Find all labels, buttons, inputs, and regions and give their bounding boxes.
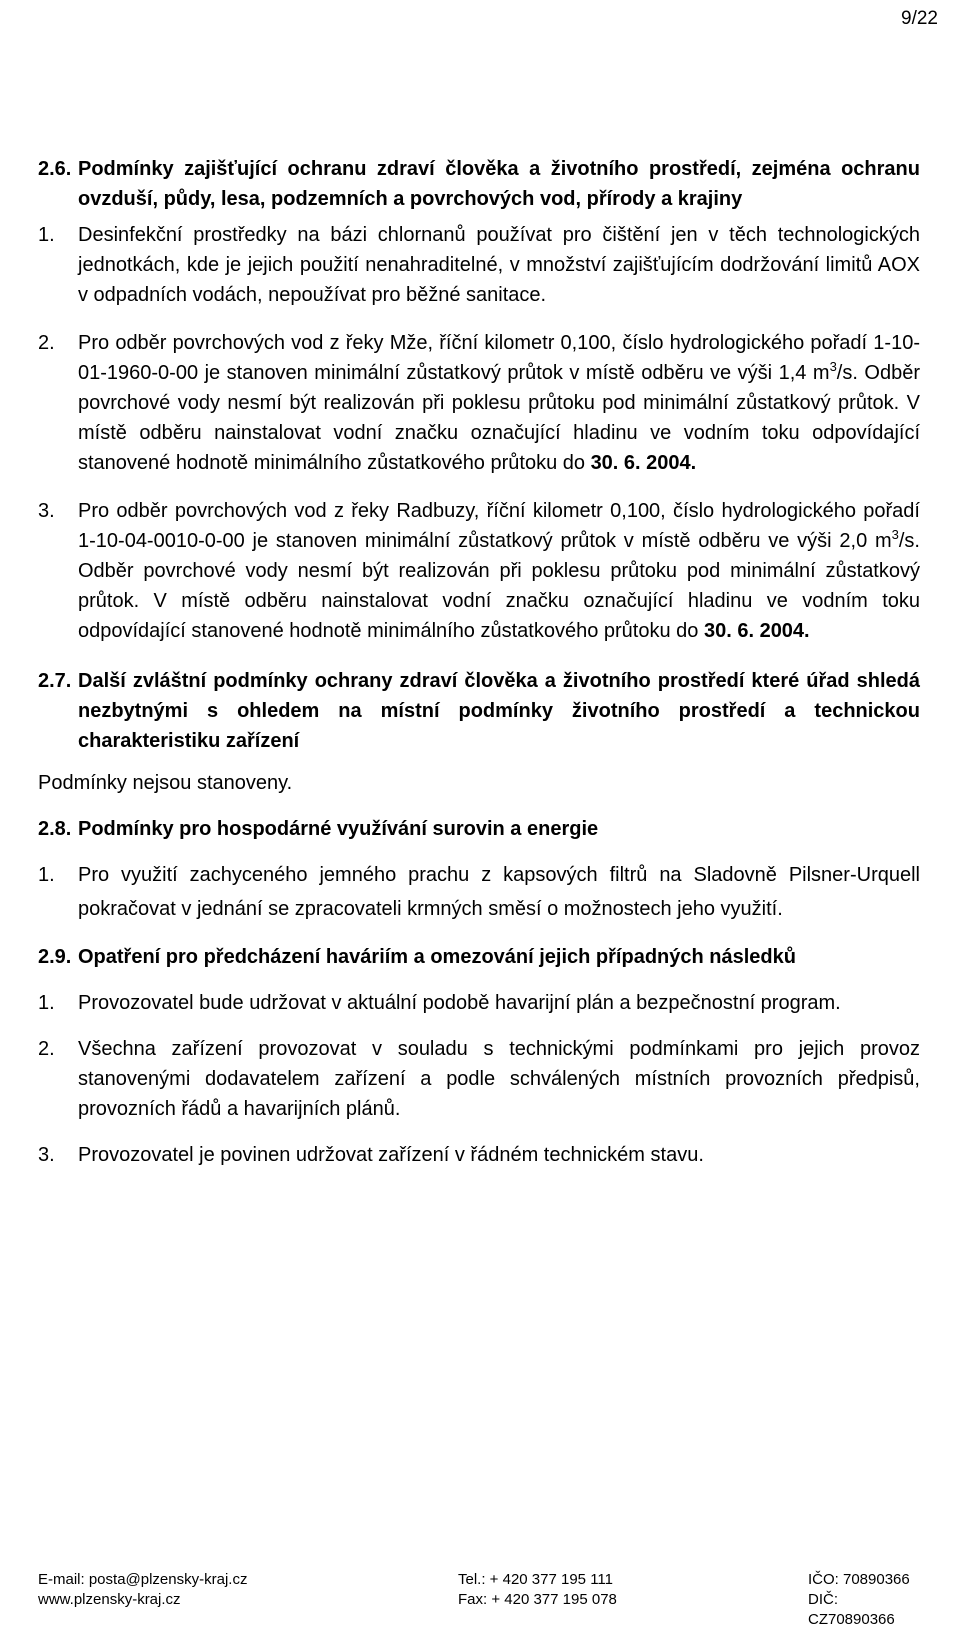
section-number: 2.8. — [38, 818, 72, 840]
section-2-6-heading — [38, 154, 920, 214]
s27-body: Podmínky nejsou stanoveny. — [38, 772, 293, 794]
item-text: Provozovatel je povinen udržovat zařízení v řádném technickém stavu. — [78, 1144, 704, 1166]
s26-item-2 — [38, 328, 920, 478]
footer-tel: Tel.: + 420 377 195 111 — [458, 1571, 613, 1588]
footer-web: www.plzensky-kraj.cz — [38, 1591, 181, 1608]
s26-item-1 — [38, 220, 920, 310]
section-title: Další zvláštní podmínky ochrany zdraví člověka a životního prostředí které úřad shledá nezbytnými s ohledem na místní podmínky životního prostředí a technickou charakteristiku zařízení — [78, 670, 920, 752]
s29-item-3 — [38, 1140, 920, 1170]
item-number: 3. — [38, 1144, 55, 1166]
item-text: Pro odběr povrchových vod z řeky Mže, říční kilometr 0,100, číslo hydrologického pořadí 1-10-01-1960-0-00 je stanoven minimální zůstatkový průtok v místě odběru ve výši 1,4 $m^3/s$. Odběr povrchové vody nesmí být realizován při poklesu průtoku pod minimální zůstatkový průtok. V místě odběru nainstalovat vodní značku označující hladinu ve vodním toku odpovídající stanovené hodnotě minimálního zůstatkového průtoku do 30. 6. 2004. — [78, 332, 920, 474]
deadline-date: 30. 6. 2004. — [703, 620, 810, 642]
footer-dic: DIČ: CZ70890366 — [808, 1591, 895, 1628]
item-text: Pro využití zachyceného jemného prachu z kapsových filtrů na Sladovně Pilsner-Urquell pokračovat v jednání se zpracovateli krmných směsí o možnostech jeho využití. — [78, 864, 920, 920]
item-text: Desinfekční prostředky na bázi chlornanů používat pro čištění jen v těch technologických jednotkách, kde je jejich použití nenahraditelné, v množství zajišťujícím dodržování limitů AOX v odpadních vodách, nepoužívat pro běžné sanitace. — [78, 224, 920, 306]
superscript: 3 — [891, 527, 899, 542]
s29-item-1 — [38, 988, 920, 1018]
section-title: Podmínky pro hospodárné využívání surovin a energie — [78, 818, 599, 840]
superscript: 3 — [829, 359, 837, 374]
section-number: 2.9. — [38, 946, 72, 968]
page-number: 9/22 — [901, 8, 938, 29]
section-2-7-heading — [38, 666, 920, 756]
section-number: 2.7. — [38, 670, 72, 692]
section-number: 2.6. — [38, 158, 72, 180]
item-text: Pro odběr povrchových vod z řeky Radbuzy, říční kilometr 0,100, číslo hydrologického pořadí 1-10-04-0010-0-00 je stanoven minimální zůstatkový průtok v místě odběru ve výši 2,0 $m^3/s$. Odběr povrchové vody nesmí být realizován při poklesu průtoku pod minimální zůstatkový průtok. V místě odběru nainstalovat vodní značku označující hladinu ve vodním toku odpovídající stanovené hodnotě minimálního zůstatkového průtoku do 30. 6. 2004. — [78, 500, 920, 642]
deadline-date: 30. 6. 2004. — [590, 452, 697, 474]
page-footer — [38, 1570, 920, 1630]
footer-email: E-mail: posta@plzensky-kraj.cz — [38, 1571, 248, 1588]
item-number: 1. — [38, 864, 55, 886]
section-title: Podmínky zajišťující ochranu zdraví člověka a životního prostředí, zejména ochranu ovzduší, půdy, lesa, podzemních a povrchových vod, přírody a krajiny — [78, 158, 920, 210]
section-2-9-heading — [38, 942, 920, 972]
item-text: Provozovatel bude udržovat v aktuální podobě havarijní plán a bezpečnostní program. — [78, 992, 841, 1014]
item-number: 2. — [38, 1038, 55, 1060]
section-2-8-heading — [38, 814, 920, 844]
item-number: 1. — [38, 224, 55, 246]
document-body — [38, 154, 920, 1170]
item-text: Všechna zařízení provozovat v souladu s technickými podmínkami pro jejich provoz stanovenými dodavatelem zařízení a podle schválených místních provozních předpisů, provozních řádů a havarijních plánů. — [78, 1038, 920, 1120]
section-title: Opatření pro předcházení haváriím a omezování jejich případných následků — [78, 946, 796, 968]
footer-fax: Fax: + 420 377 195 078 — [458, 1591, 617, 1608]
s29-item-2 — [38, 1034, 920, 1124]
s28-item-1 — [38, 858, 920, 926]
s26-item-3 — [38, 496, 920, 646]
footer-ico: IČO: 70890366 — [808, 1571, 910, 1588]
item-number: 1. — [38, 992, 55, 1014]
item-number: 2. — [38, 332, 55, 354]
item-number: 3. — [38, 500, 55, 522]
